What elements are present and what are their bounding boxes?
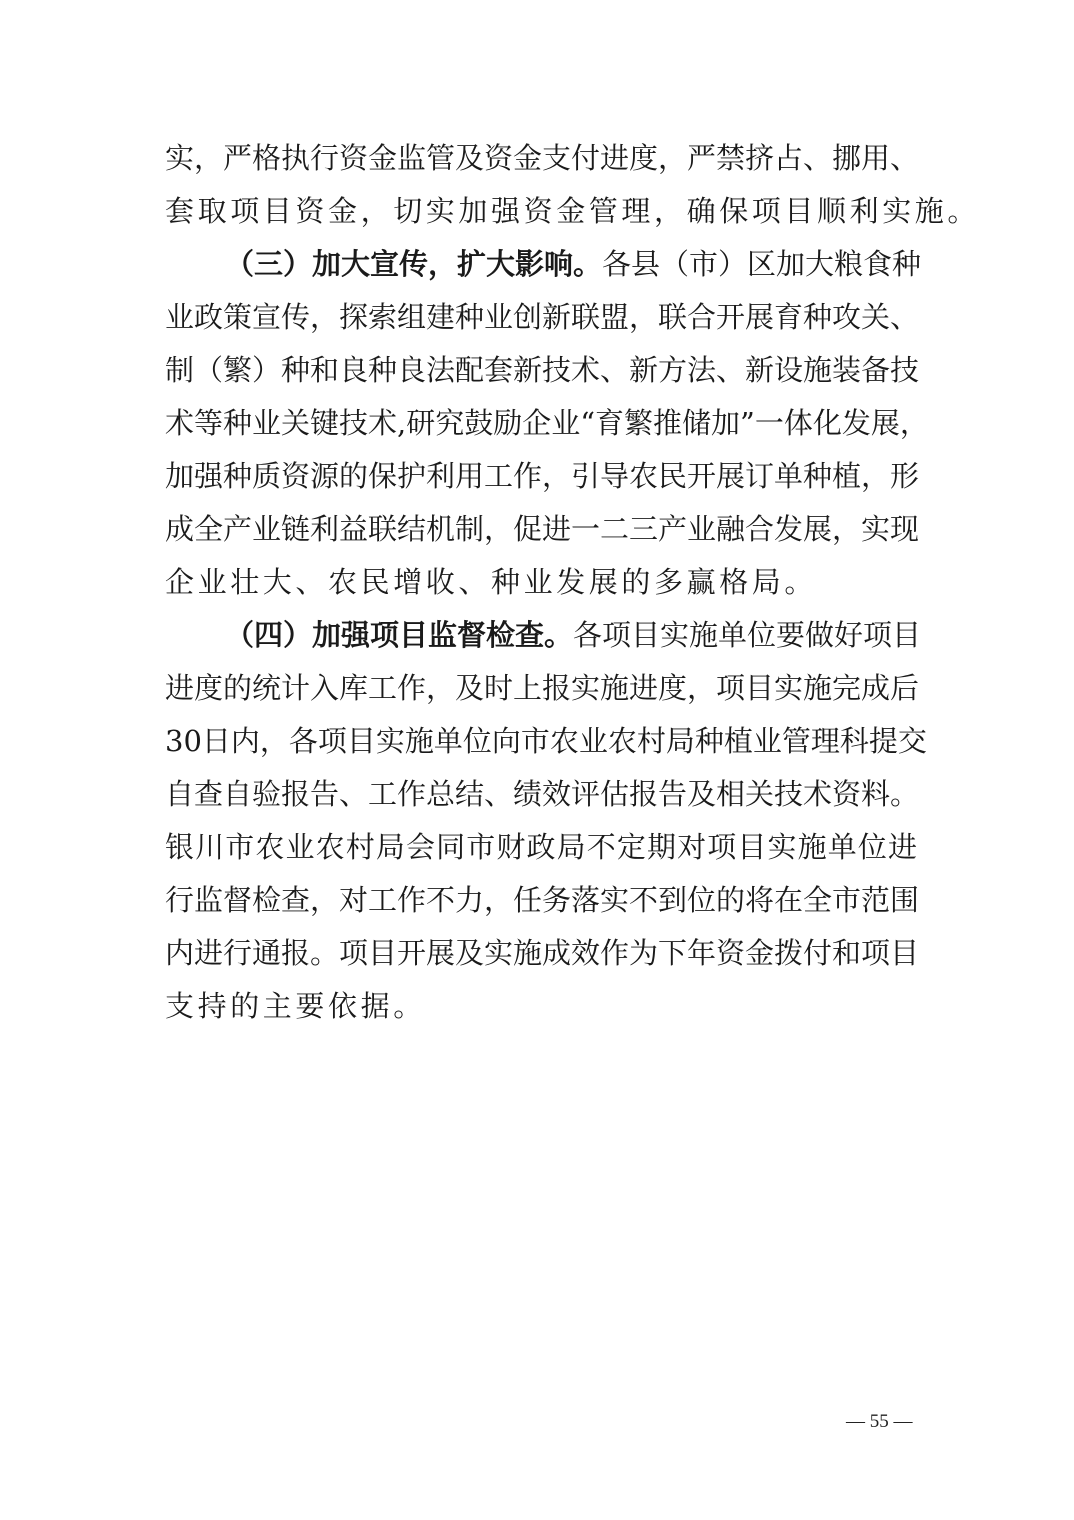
- section-4-heading: （四）加强项目监督检查。: [225, 618, 574, 652]
- paragraph-2-line-2: 业政策宣传，探索组建种业创新联盟，联合开展育种攻关、: [165, 300, 920, 334]
- paragraph-3-line-5: 银川市农业农村局会同市财政局不定期对项目实施单位进: [165, 830, 917, 864]
- paragraph-2-line-4: 术等种业关键技术,研究鼓励企业“育繁推储加”一体化发展，: [165, 406, 929, 440]
- paragraph-2-line-7: 企业壮大、农民增收、种业发展的多赢格局。: [165, 565, 818, 599]
- paragraph-3-line-1-text: 各项目实施单位要做好项目: [573, 618, 922, 652]
- paragraph-3-line-2: 进度的统计入库工作，及时上报实施进度，项目实施完成后: [165, 671, 920, 705]
- paragraph-2-line-6: 成全产业链利益联结机制，促进一二三产业融合发展，实现: [165, 512, 920, 546]
- page-number: — 55 —: [846, 1411, 913, 1432]
- paragraph-3-line-4: 自查自验报告、工作总结、绩效评估报告及相关技术资料。: [165, 777, 920, 811]
- body-text: [165, 132, 981, 1033]
- paragraph-3-line-8: 支持的主要依据。: [165, 989, 426, 1023]
- paragraph-3-line-1: [165, 609, 922, 662]
- paragraph-3-line-6: 行监督检查，对工作不力，任务落实不到位的将在全市范围: [165, 883, 920, 917]
- paragraph-2-line-1-text: 各县（市）区加大粮食种: [602, 247, 922, 281]
- paragraph-2-line-5: 加强种质资源的保护利用工作，引导农民开展订单种植，形: [165, 459, 920, 493]
- paragraph-2-line-1: [165, 238, 922, 291]
- paragraph-3-line-3: 30日内，各项目实施单位向市农业农村局种植业管理科提交: [165, 724, 927, 758]
- paragraph-3-line-7: 内进行通报。项目开展及实施成效作为下年资金拨付和项目: [165, 936, 920, 970]
- section-3-heading: （三）加大宣传，扩大影响。: [225, 247, 603, 281]
- paragraph-1-line-2: 套取项目资金，切实加强资金管理，确保项目顺利实施。: [165, 194, 981, 228]
- paragraph-1-line-1: 实，严格执行资金监管及资金支付进度，严禁挤占、挪用、: [165, 141, 920, 175]
- paragraph-2-line-3: 制（繁）种和良种良法配套新技术、新方法、新设施装备技: [165, 353, 920, 387]
